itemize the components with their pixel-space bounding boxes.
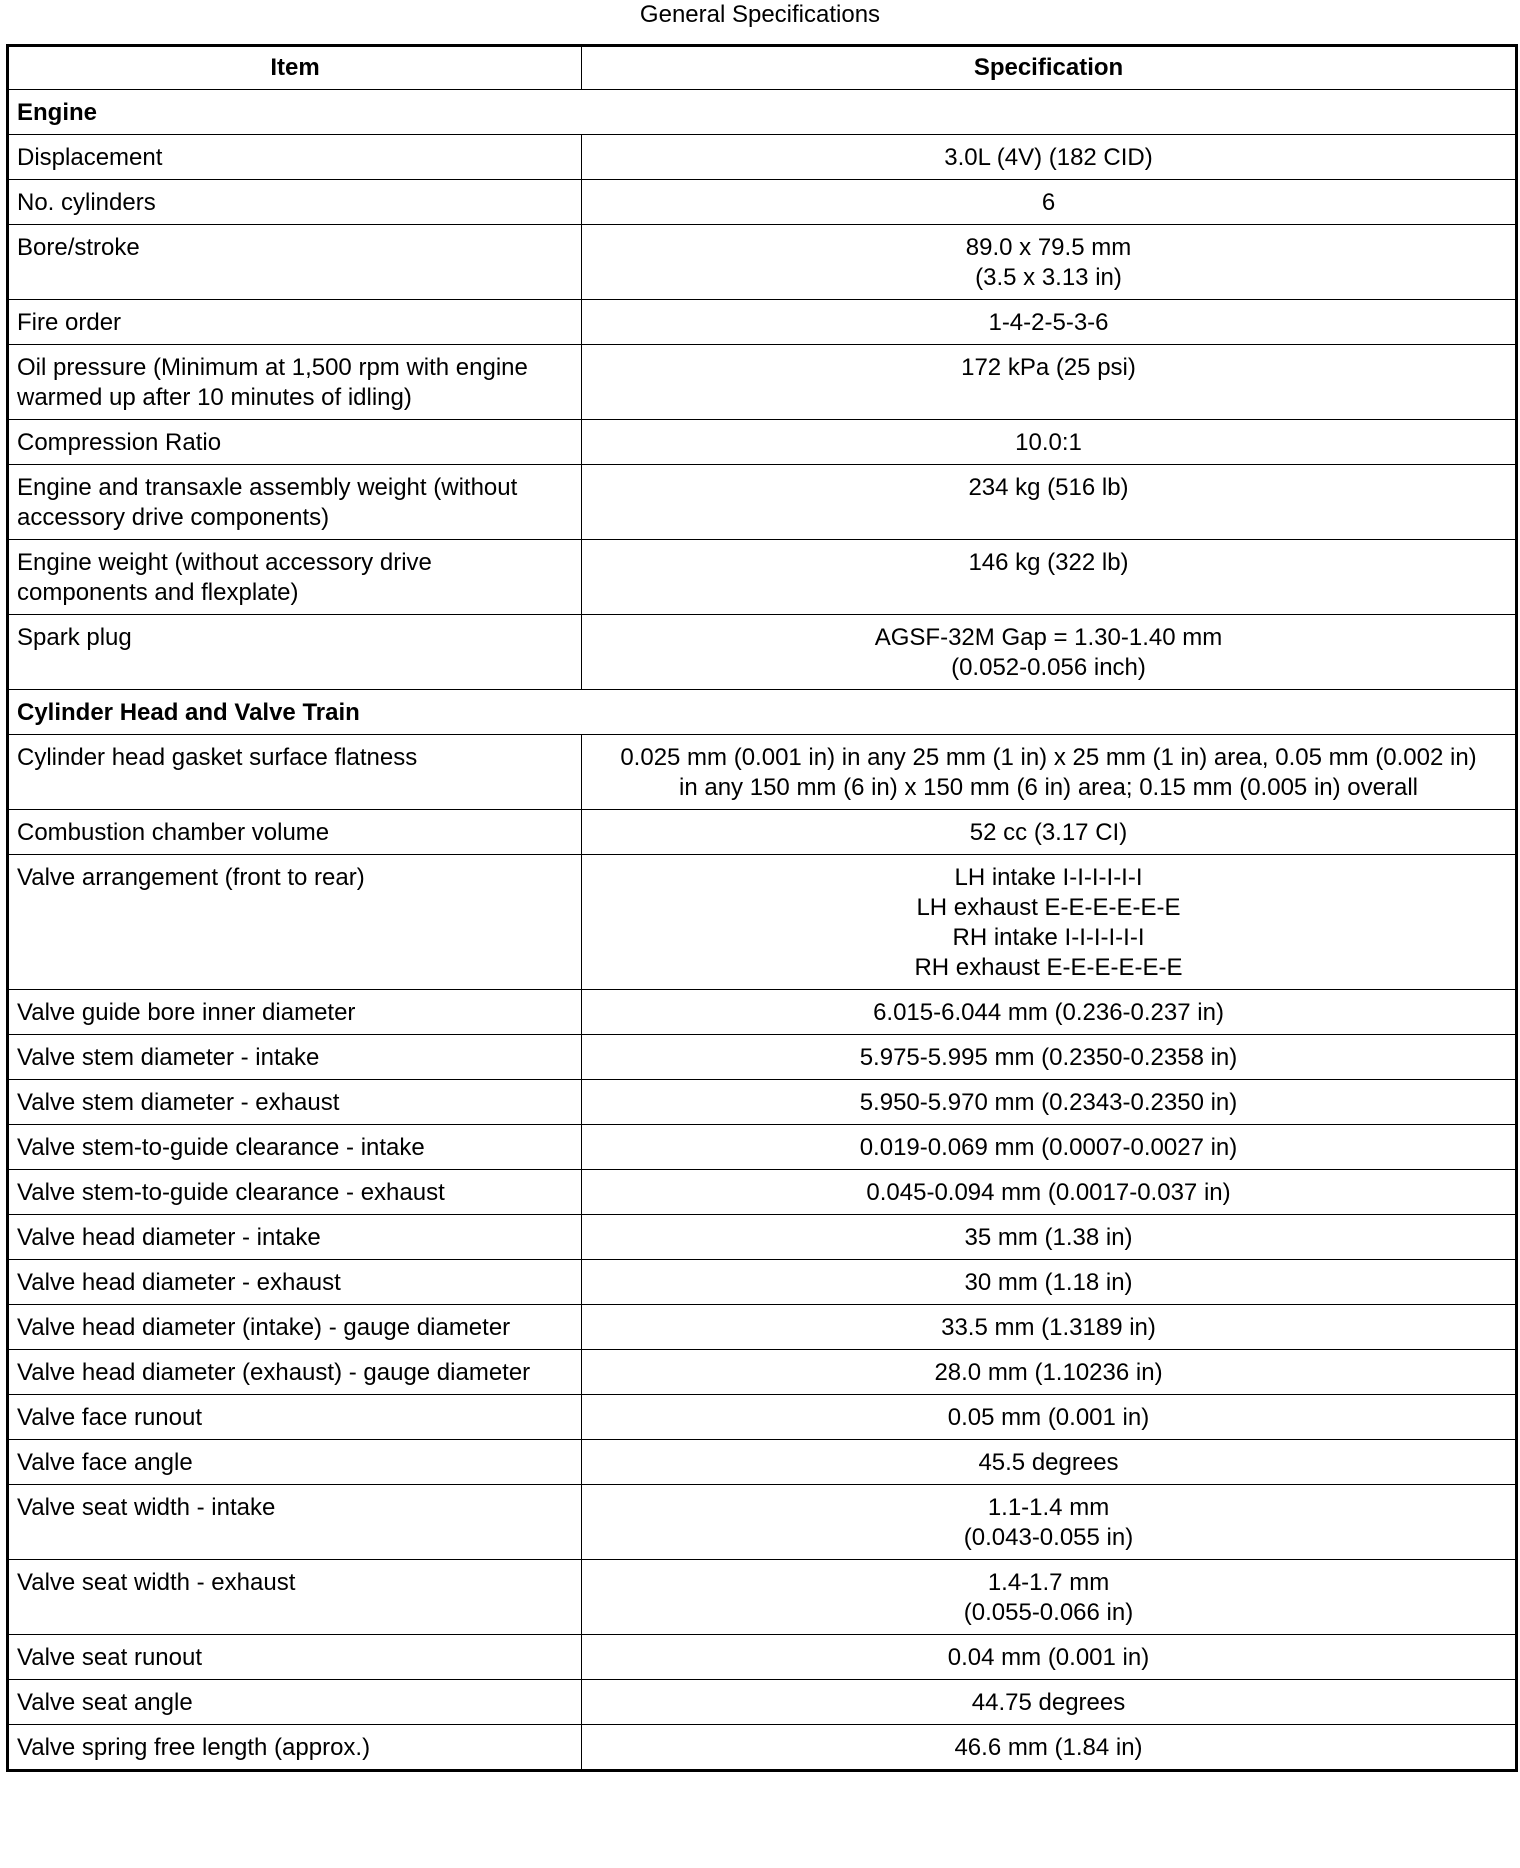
table-row — [8, 735, 1517, 810]
item-cell — [8, 1725, 582, 1771]
item-text: Valve seat width - intake — [17, 1494, 276, 1521]
spec-cell — [582, 990, 1517, 1035]
document-title: General Specifications — [639, 1, 881, 28]
header-item: Item — [8, 46, 582, 90]
table-row — [8, 1035, 1517, 1080]
spec-text: 0.045-0.094 mm (0.0017-0.037 in) — [866, 1179, 1231, 1206]
item-text: Engine weight (without accessory drive — [17, 549, 432, 576]
spec-cell — [582, 1305, 1517, 1350]
spec-cell — [582, 1485, 1517, 1560]
spec-cell — [582, 1260, 1517, 1305]
item-cell — [8, 1485, 582, 1560]
table-row — [8, 615, 1517, 690]
item-text: Valve seat runout — [17, 1644, 203, 1671]
item-cell — [8, 1395, 582, 1440]
item-text: Valve stem diameter - exhaust — [17, 1089, 340, 1116]
spec-cell — [582, 180, 1517, 225]
item-cell — [8, 1080, 582, 1125]
spec-text: 0.019-0.069 mm (0.0007-0.0027 in) — [859, 1134, 1238, 1161]
spec-text: 44.75 degrees — [971, 1689, 1126, 1716]
spec-cell — [582, 855, 1517, 990]
spec-text: 46.6 mm (1.84 in) — [954, 1734, 1143, 1761]
spec-text: 0.05 mm (0.001 in) — [947, 1404, 1150, 1431]
spec-text: 89.0 x 79.5 mm — [965, 234, 1132, 261]
item-cell — [8, 1350, 582, 1395]
spec-cell — [582, 1395, 1517, 1440]
spec-text: 172 kPa (25 psi) — [961, 354, 1136, 381]
spec-text: 0.025 mm (0.001 in) in any 25 mm (1 in) x 25 mm (1 in) area, 0.05 mm (0.002 in) — [620, 744, 1477, 771]
section-row — [8, 90, 1517, 135]
item-cell — [8, 735, 582, 810]
table-row — [8, 1725, 1517, 1771]
item-text: Valve head diameter (exhaust) - gauge diameter — [17, 1359, 531, 1386]
item-cell — [8, 1260, 582, 1305]
spec-text: (3.5 x 3.13 in) — [975, 264, 1122, 291]
table-body — [8, 90, 1517, 1771]
item-text: accessory drive components) — [17, 504, 330, 531]
spec-cell — [582, 810, 1517, 855]
item-cell — [8, 1440, 582, 1485]
spec-text: (0.043-0.055 in) — [963, 1524, 1134, 1551]
spec-text: 6.015-6.044 mm (0.236-0.237 in) — [873, 999, 1224, 1026]
item-text: Valve face angle — [17, 1449, 193, 1476]
item-cell — [8, 1680, 582, 1725]
table-row — [8, 465, 1517, 540]
spec-text: 30 mm (1.18 in) — [964, 1269, 1133, 1296]
spec-text: 28.0 mm (1.10236 in) — [934, 1359, 1163, 1386]
spec-cell — [582, 135, 1517, 180]
item-cell — [8, 1170, 582, 1215]
table-row — [8, 300, 1517, 345]
item-cell — [8, 180, 582, 225]
spec-cell — [582, 1440, 1517, 1485]
item-cell — [8, 225, 582, 300]
item-text: Oil pressure (Minimum at 1,500 rpm with engine — [17, 354, 528, 381]
spec-text: 5.950-5.970 mm (0.2343-0.2350 in) — [859, 1089, 1238, 1116]
spec-text: 0.04 mm (0.001 in) — [947, 1644, 1150, 1671]
table-row — [8, 1080, 1517, 1125]
item-text: Combustion chamber volume — [17, 819, 330, 846]
spec-text: 52 cc (3.17 CI) — [969, 819, 1128, 846]
item-cell — [8, 990, 582, 1035]
item-text: Compression Ratio — [17, 429, 222, 456]
table-row — [8, 855, 1517, 990]
spec-text: 1.4-1.7 mm — [987, 1569, 1110, 1596]
spec-cell — [582, 1560, 1517, 1635]
spec-cell — [582, 465, 1517, 540]
item-cell — [8, 465, 582, 540]
spec-text: 146 kg (322 lb) — [968, 549, 1129, 576]
item-text: Valve stem diameter - intake — [17, 1044, 320, 1071]
spec-text: LH exhaust E-E-E-E-E-E — [916, 894, 1181, 921]
item-cell — [8, 615, 582, 690]
spec-cell — [582, 1725, 1517, 1771]
item-cell — [8, 300, 582, 345]
item-cell — [8, 1635, 582, 1680]
spec-text: 10.0:1 — [1015, 429, 1082, 456]
item-text: Valve stem-to-guide clearance - intake — [17, 1134, 425, 1161]
spec-text: (0.052-0.056 inch) — [951, 654, 1146, 681]
spec-cell — [582, 345, 1517, 420]
spec-cell — [582, 225, 1517, 300]
spec-text: 3.0L (4V) (182 CID) — [944, 144, 1153, 171]
item-text: Engine and transaxle assembly weight (without — [17, 474, 518, 501]
table-row — [8, 180, 1517, 225]
item-cell — [8, 810, 582, 855]
item-text: Valve head diameter (intake) - gauge diameter — [17, 1314, 511, 1341]
spec-cell — [582, 1080, 1517, 1125]
spec-cell — [582, 540, 1517, 615]
spec-cell — [582, 1035, 1517, 1080]
item-cell — [8, 855, 582, 990]
item-text: Displacement — [17, 144, 163, 171]
table-row — [8, 1440, 1517, 1485]
spec-cell — [582, 420, 1517, 465]
spec-cell — [582, 735, 1517, 810]
spec-text: 1.1-1.4 mm — [987, 1494, 1110, 1521]
item-text: Valve guide bore inner diameter — [17, 999, 356, 1026]
table-row — [8, 1560, 1517, 1635]
item-text: Valve head diameter - exhaust — [17, 1269, 341, 1296]
specifications-table — [6, 44, 1518, 1772]
table-row — [8, 1215, 1517, 1260]
item-cell — [8, 1305, 582, 1350]
table-row — [8, 1680, 1517, 1725]
section-title: Cylinder Head and Valve Train — [8, 690, 1517, 735]
item-cell — [8, 540, 582, 615]
section-title: Engine — [8, 90, 1517, 135]
table-row — [8, 1395, 1517, 1440]
item-cell — [8, 135, 582, 180]
item-cell — [8, 1035, 582, 1080]
spec-cell — [582, 1350, 1517, 1395]
item-text: Fire order — [17, 309, 122, 336]
spec-text: 1-4-2-5-3-6 — [988, 309, 1109, 336]
item-text: warmed up after 10 minutes of idling) — [17, 384, 412, 411]
table-row — [8, 1170, 1517, 1215]
item-text: Valve seat width - exhaust — [17, 1569, 296, 1596]
item-cell — [8, 1215, 582, 1260]
item-text: Valve face runout — [17, 1404, 203, 1431]
spec-text: RH exhaust E-E-E-E-E-E — [914, 954, 1183, 981]
table-row — [8, 1350, 1517, 1395]
spec-cell — [582, 1635, 1517, 1680]
table-row — [8, 1305, 1517, 1350]
spec-text: in any 150 mm (6 in) x 150 mm (6 in) area; 0.15 mm (0.005 in) overall — [679, 774, 1418, 801]
spec-cell — [582, 1680, 1517, 1725]
item-text: Spark plug — [17, 624, 132, 651]
spec-cell — [582, 615, 1517, 690]
item-text: Valve spring free length (approx.) — [17, 1734, 371, 1761]
item-text: Valve stem-to-guide clearance - exhaust — [17, 1179, 445, 1206]
spec-cell — [582, 1215, 1517, 1260]
spec-cell — [582, 1125, 1517, 1170]
table-row — [8, 345, 1517, 420]
spec-text: 6 — [1041, 189, 1056, 216]
table-row — [8, 540, 1517, 615]
spec-cell — [582, 300, 1517, 345]
spec-text: 33.5 mm (1.3189 in) — [941, 1314, 1156, 1341]
table-row — [8, 1635, 1517, 1680]
spec-text: (0.055-0.066 in) — [963, 1599, 1134, 1626]
table-row — [8, 420, 1517, 465]
spec-text: 45.5 degrees — [978, 1449, 1119, 1476]
table-row — [8, 1125, 1517, 1170]
spec-text: 5.975-5.995 mm (0.2350-0.2358 in) — [859, 1044, 1238, 1071]
header-specification: Specification — [582, 46, 1517, 90]
table-row — [8, 1260, 1517, 1305]
item-cell — [8, 345, 582, 420]
section-row — [8, 690, 1517, 735]
item-text: Valve seat angle — [17, 1689, 193, 1716]
spec-text: 234 kg (516 lb) — [968, 474, 1129, 501]
table-row — [8, 810, 1517, 855]
spec-text: AGSF-32M Gap = 1.30-1.40 mm — [874, 624, 1223, 651]
spec-text: RH intake I-I-I-I-I-I — [952, 924, 1145, 951]
table-row — [8, 225, 1517, 300]
item-cell — [8, 1560, 582, 1635]
spec-cell — [582, 1170, 1517, 1215]
spec-text: LH intake I-I-I-I-I-I — [954, 864, 1143, 891]
table-header-row — [8, 46, 1517, 90]
item-text: components and flexplate) — [17, 579, 299, 606]
item-cell — [8, 420, 582, 465]
spec-text: 35 mm (1.38 in) — [964, 1224, 1133, 1251]
table-row — [8, 1485, 1517, 1560]
table-row — [8, 135, 1517, 180]
table-row — [8, 990, 1517, 1035]
item-text: Valve head diameter - intake — [17, 1224, 321, 1251]
item-cell — [8, 1125, 582, 1170]
item-text: Cylinder head gasket surface flatness — [17, 744, 418, 771]
item-text: Valve arrangement (front to rear) — [17, 864, 365, 891]
item-text: No. cylinders — [17, 189, 156, 216]
item-text: Bore/stroke — [17, 234, 140, 261]
